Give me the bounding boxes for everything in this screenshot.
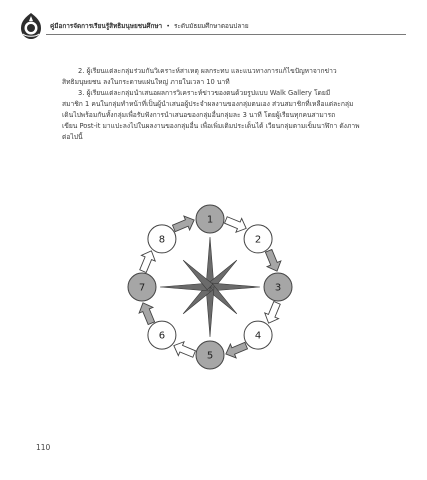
group-number: 2 bbox=[254, 234, 262, 246]
flow-arrow bbox=[171, 339, 197, 361]
paragraph-2-line: 2. ผู้เรียนแต่ละกลุ่มร่วมกันวิเคราะห์สาเหตุ ผลกระทบ และแนวทางการแก้ไขปัญหาจากข่าว bbox=[78, 67, 337, 75]
flow-arrow bbox=[262, 300, 284, 326]
header-subtitle: ระดับมัธยมศึกษาตอนปลาย bbox=[174, 22, 249, 30]
group-number: 6 bbox=[158, 330, 166, 342]
group-circle bbox=[148, 225, 176, 253]
group-circle bbox=[148, 321, 176, 349]
page-number: 110 bbox=[36, 443, 51, 452]
header-separator: • bbox=[166, 22, 170, 30]
paragraph-3-line: เขียน Post-it มาแปะลงไปในผลงานของกลุ่มอื่น เพื่อเพิ่มเติมประเด็นได้ เวียนกลุ่มตามเข็มนาฬิกา ดังภาพ bbox=[62, 122, 360, 130]
flow-arrow bbox=[136, 248, 158, 274]
group-circle bbox=[244, 321, 272, 349]
flow-arrow bbox=[223, 339, 249, 361]
header-text bbox=[50, 21, 249, 31]
group-circle bbox=[128, 273, 156, 301]
paragraph-3-line: ต่อไปนี้ bbox=[62, 133, 83, 141]
header-title: คู่มือการจัดการเรียนรู้สิทธิมนุษยชนศึกษา bbox=[50, 22, 163, 30]
group-number: 3 bbox=[274, 282, 282, 294]
header-rule bbox=[46, 34, 406, 35]
emblem-logo bbox=[18, 11, 44, 41]
group-circle bbox=[264, 273, 292, 301]
group-number: 5 bbox=[206, 350, 214, 362]
paragraph-3-line: 3. ผู้เรียนแต่ละกลุ่มนำเสนอผลการวิเคราะห์ข่าวของตนด้วยรูปแบบ Walk Gallery โดยมี bbox=[78, 89, 331, 97]
group-circle bbox=[196, 205, 224, 233]
paragraph-2-line: สิทธิมนุษยชน ลงในกระดาษแผ่นใหญ่ ภายในเวลา 10 นาที bbox=[62, 78, 230, 86]
group-circle bbox=[196, 341, 224, 369]
walk-gallery-diagram bbox=[105, 195, 315, 380]
group-number: 8 bbox=[158, 234, 166, 246]
center-star-icon bbox=[160, 237, 260, 337]
flow-arrow bbox=[262, 248, 284, 274]
flow-arrow bbox=[223, 213, 249, 235]
group-number: 1 bbox=[206, 214, 214, 226]
paragraph-3-line: สมาชิก 1 คนในกลุ่มทำหน้าที่เป็นผู้นำเสนอผู้ประจำผลงานของกลุ่มตนเอง ส่วนสมาชิกที่เหลือแต่ละกลุ่ม bbox=[62, 100, 354, 108]
group-number: 4 bbox=[254, 330, 262, 342]
body-text bbox=[62, 66, 392, 143]
group-circle bbox=[244, 225, 272, 253]
flow-arrow bbox=[136, 300, 158, 326]
group-number: 7 bbox=[138, 282, 146, 294]
flow-arrow bbox=[171, 213, 197, 235]
paragraph-3-line: เดินไปพร้อมกันทั้งกลุ่มเพื่อรับฟังการนำเสนอของกลุ่มอื่นกลุ่มละ 3 นาที โดยผู้เรียนทุกคนสามารถ bbox=[62, 111, 336, 119]
